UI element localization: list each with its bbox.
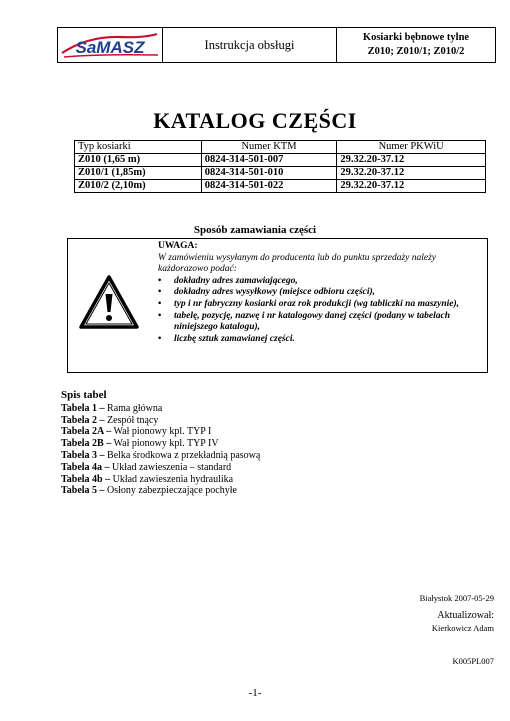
spis-entry-text: Wał pionowy kpl. TYP I xyxy=(111,426,212,438)
table-row xyxy=(75,154,486,167)
spis-entry xyxy=(61,485,260,497)
list-item xyxy=(158,276,481,288)
warning-box xyxy=(67,238,488,373)
logo-graphic xyxy=(58,28,162,62)
spis-entry xyxy=(61,474,260,486)
bullet-icon: • xyxy=(158,287,162,298)
updated-label: Aktualizował: xyxy=(437,610,494,621)
cell-pkwiu: 29.32.20-37.12 xyxy=(337,180,486,193)
order-requirements-list xyxy=(158,276,481,346)
header-product-line2: Z010; Z010/1; Z010/2 xyxy=(367,46,465,57)
list-item xyxy=(158,287,481,299)
spis-entry-label: Tabela 5 – xyxy=(61,485,105,497)
spis-entry xyxy=(61,426,260,438)
spis-entry-label: Tabela 4a – xyxy=(61,461,110,473)
list-item-text: dokładny adres zamawiającego, xyxy=(174,275,298,286)
svg-text:SaMASZ: SaMASZ xyxy=(75,38,145,57)
header-product xyxy=(337,28,495,62)
page-title: KATALOG CZĘŚCI xyxy=(153,108,357,133)
col-header-pkwiu: Numer PKWiU xyxy=(337,141,486,154)
cell-type: Z010 (1,65 m) xyxy=(75,154,202,167)
spis-entry-label: Tabela 4b – xyxy=(61,473,111,485)
bullet-icon: • xyxy=(158,275,162,286)
spis-entry-text: Układ zawieszenia – standard xyxy=(109,461,232,473)
cell-type: Z010/1 (1,85m) xyxy=(75,167,202,180)
list-item xyxy=(158,299,481,311)
spis-entry xyxy=(61,403,260,415)
spis-entry-label: Tabela 3 – xyxy=(61,449,105,461)
spis-entry-text: Układ zawieszenia hydraulika xyxy=(110,473,234,485)
col-header-ktm: Numer KTM xyxy=(201,141,337,154)
cell-pkwiu: 29.32.20-37.12 xyxy=(337,154,486,167)
document-date: Białystok 2007-05-29 xyxy=(419,593,494,603)
header-product-line1: Kosiarki bębnowe tylne xyxy=(362,32,470,43)
list-item-text: dokładny adres wysyłkowy (miejsce odbioru części), xyxy=(174,287,376,298)
warning-text xyxy=(158,241,481,345)
order-section-title: Sposób zamawiania części xyxy=(193,224,317,236)
spis-entry-text: Rama główna xyxy=(104,402,163,414)
spis-entry-text: Belka środkowa z przekładnią pasową xyxy=(104,449,261,461)
spis-entry xyxy=(61,438,260,450)
list-item-text: liczbę sztuk zamawianej części. xyxy=(174,333,295,344)
list-item-text: tabelę, pozycję, nazwę i nr katalogowy danej części (podany w tabelach niniejszego katalogu), xyxy=(174,310,451,333)
table-row xyxy=(75,180,486,193)
spis-entry xyxy=(61,415,260,427)
document-header xyxy=(57,27,496,63)
spis-entry-text: Zespół tnący xyxy=(104,414,159,426)
spis-entry-label: Tabela 2A – xyxy=(61,426,112,438)
col-header-type: Typ kosiarki xyxy=(75,141,202,154)
warning-triangle-icon xyxy=(78,274,140,330)
spis-title: Spis tabel xyxy=(61,389,107,401)
table-row xyxy=(75,167,486,180)
samasz-logo xyxy=(58,28,163,62)
list-item xyxy=(158,311,481,334)
catalog-table xyxy=(74,140,486,193)
spis-entry xyxy=(61,462,260,474)
bullet-icon: • xyxy=(158,333,162,344)
header-center-title: Instrukcja obsługi xyxy=(163,28,337,62)
table-header-row xyxy=(75,141,486,154)
document-code: K005PL007 xyxy=(452,656,494,666)
cell-ktm: 0824-314-501-022 xyxy=(201,180,337,193)
spis-entry-label: Tabela 2B – xyxy=(61,438,112,450)
cell-pkwiu: 29.32.20-37.12 xyxy=(337,167,486,180)
warning-intro: W zamówieniu wysyłanym do producenta lub do punktu sprzedaży należy każdorazowo podać: xyxy=(158,252,437,275)
list-item xyxy=(158,334,481,346)
table-of-tables xyxy=(61,390,260,497)
bullet-icon: • xyxy=(158,298,162,309)
bullet-icon: • xyxy=(158,310,162,321)
cell-ktm: 0824-314-501-007 xyxy=(201,154,337,167)
warning-heading: UWAGA: xyxy=(158,241,198,251)
spis-entry-label: Tabela 1 – xyxy=(61,402,105,414)
list-item-text: typ i nr fabryczny kosiarki oraz rok produkcji (wg tabliczki na maszynie), xyxy=(174,298,460,309)
cell-type: Z010/2 (2,10m) xyxy=(75,180,202,193)
spis-entry xyxy=(61,450,260,462)
page-number: -1- xyxy=(248,687,262,699)
spis-entry-text: Wał pionowy kpl. TYP IV xyxy=(111,438,219,450)
spis-entry-label: Tabela 2 – xyxy=(61,414,105,426)
cell-ktm: 0824-314-501-010 xyxy=(201,167,337,180)
author-name: Kierkowicz Adam xyxy=(431,623,494,633)
spis-entry-text: Osłony zabezpieczające pochyłe xyxy=(104,485,237,497)
